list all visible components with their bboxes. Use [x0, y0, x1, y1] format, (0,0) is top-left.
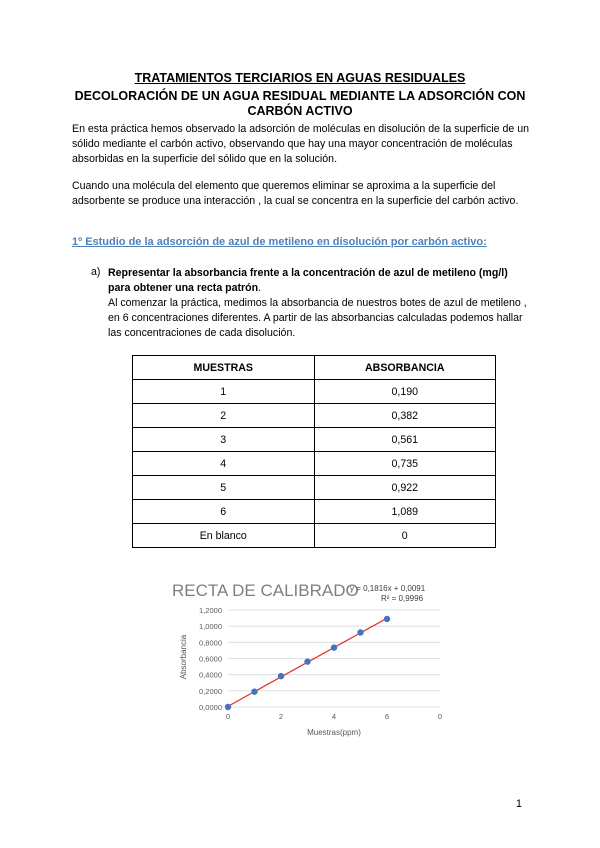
x-tick-label: 6 — [384, 712, 390, 721]
data-point — [225, 704, 231, 710]
data-point — [357, 629, 363, 635]
section-heading: 1º Estudio de la adsorción de azul de metileno en disolución por carbón activo: — [72, 236, 487, 248]
table-cell: 2 — [133, 404, 315, 428]
table-cell: 0,922 — [314, 476, 496, 500]
y-axis-label: Absorbancia — [179, 634, 188, 680]
absorbance-table — [132, 355, 496, 548]
column-header-muestras: MUESTRAS — [133, 356, 315, 380]
data-point — [304, 658, 310, 664]
trendline-equation: y = 0,1816x + 0,0091 — [350, 584, 426, 593]
table-row — [133, 380, 496, 404]
table-cell: 4 — [133, 452, 315, 476]
y-tick-label: 1,2000 — [199, 606, 222, 615]
table-header-row — [133, 356, 496, 380]
table-cell: 6 — [133, 500, 315, 524]
table-cell: 0,561 — [314, 428, 496, 452]
table-cell: 0,382 — [314, 404, 496, 428]
table-row — [133, 524, 496, 548]
x-axis-label: Muestras(ppm) — [307, 728, 361, 737]
table-row — [133, 476, 496, 500]
table-cell: 5 — [133, 476, 315, 500]
chart-title: RECTA DE CALIBRADO — [172, 581, 359, 600]
table-cell: En blanco — [133, 524, 315, 548]
document-title: TRATAMIENTOS TERCIARIOS EN AGUAS RESIDUALES — [134, 71, 466, 85]
document-subtitle: DECOLORACIÓN DE UN AGUA RESIDUAL MEDIANTE LA ADSORCIÓN CON CARBÓN ACTIVO — [74, 89, 526, 118]
data-point — [251, 688, 257, 694]
y-tick-label: 0,4000 — [199, 670, 222, 680]
data-point — [331, 644, 337, 650]
data-point — [278, 673, 284, 679]
column-header-absorbancia: ABSORBANCIA — [314, 356, 496, 380]
x-tick-label: 0 — [437, 712, 443, 721]
table-row — [133, 452, 496, 476]
item-a-heading-period: . — [258, 282, 262, 294]
table-cell: 0,190 — [314, 380, 496, 404]
y-tick-label: 0,8000 — [199, 638, 222, 648]
table-cell: 3 — [133, 428, 315, 452]
table-row — [133, 404, 496, 428]
page-number: 1 — [515, 798, 522, 810]
item-a-heading — [108, 266, 528, 296]
x-tick-label: 2 — [278, 712, 284, 721]
table-cell: 0 — [314, 524, 496, 548]
y-tick-label: 1,0000 — [199, 622, 222, 632]
table-row — [133, 500, 496, 524]
calibration-chart — [160, 570, 460, 740]
table-row — [133, 428, 496, 452]
table-cell: 1,089 — [314, 500, 496, 524]
intro-paragraph-2: Cuando una molécula del elemento que queremos eliminar se aproxima a la superficie del adsorbente se produce una interacción , la cual se concentra en la superficie del carbón activo. — [72, 180, 519, 207]
x-tick-label: 4 — [331, 712, 337, 721]
table-cell: 1 — [133, 380, 315, 404]
x-tick-label: 0 — [225, 712, 231, 721]
y-tick-label: 0,2000 — [199, 686, 222, 696]
item-a-label: a) — [91, 266, 101, 278]
intro-paragraph-1: En esta práctica hemos observado la adsorción de moléculas en disolución de la superficie de un sólido mediante el carbón activo, observando que hay una mayor concentración de moléculas absorbidas en la superficie del sólido que en la solución. — [72, 123, 529, 165]
data-point — [384, 616, 390, 622]
item-a-heading-text: Representar la absorbancia frente a la concentración de azul de metileno (mg/l) para obtener una recta patrón — [108, 267, 508, 294]
item-a-body: Al comenzar la práctica, medimos la absorbancia de nuestros botes de azul de metileno , en 6 concentraciones diferentes. A partir de las absorbancias calculadas podemos hallar las concentraciones de cada disolución. — [108, 297, 527, 339]
y-tick-label: 0,6000 — [199, 654, 222, 664]
y-tick-label: 0,0000 — [199, 703, 222, 712]
table-cell: 0,735 — [314, 452, 496, 476]
trendline-r-squared: R² = 0,9996 — [381, 594, 424, 603]
